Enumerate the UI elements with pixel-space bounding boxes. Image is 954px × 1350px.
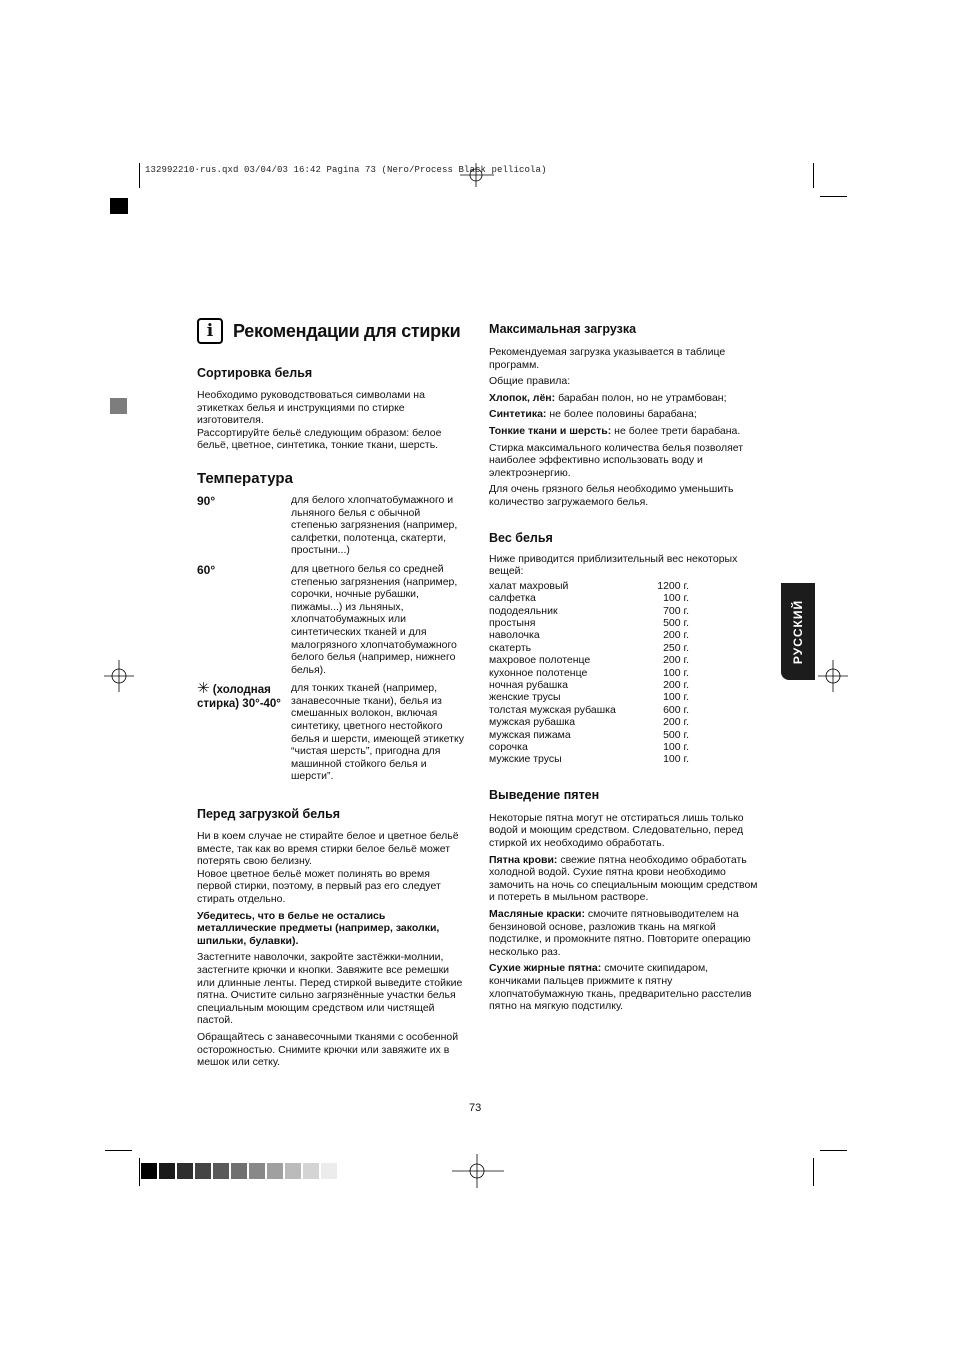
weight-row [489,654,689,666]
before-text-5: Обращайтесь с занавесочными тканями с особенной осторожностью. Снимите крючки или завяжите их в мешок или сетку. [197,1030,459,1069]
weight-item-name: простыня [489,616,536,629]
weight-row [489,642,689,654]
weight-item-value: 100 г. [663,741,689,753]
registration-mark-top [460,163,494,187]
color-swatch [159,1163,175,1179]
weight-item-value: 200 г. [663,716,689,729]
weight-item-name: сорочка [489,741,528,753]
color-swatch [285,1163,301,1179]
cotton-label: Хлопок, лён: [489,391,556,404]
language-tab-label: РУССКИЙ [791,599,805,664]
max-load-synthetic [489,408,759,421]
color-swatch [177,1163,193,1179]
weight-row [489,729,689,741]
delicate-text: не более трети барабана. [611,424,741,437]
page-title: Рекомендации для стирки [233,320,461,341]
weight-item-name: наволочка [489,629,540,642]
weight-item-name: женские трусы [489,691,561,704]
weight-item-value: 100 г. [663,691,689,704]
weight-row [489,617,689,629]
weight-item-name: мужская пижама [489,728,571,741]
weight-row [489,580,689,592]
weight-item-value: 100 г. [663,753,689,766]
before-loading-heading: Перед загрузкой белья [197,807,341,822]
weight-row [489,704,689,716]
color-swatch [303,1163,319,1179]
temp-label-90: 90° [197,493,216,508]
registration-mark-right [818,660,848,692]
temp-row-90 [197,494,467,557]
sorting-text-1: Необходимо руководствоваться символами на этикетках белья и инструкциями по стирке изготовителя. [197,389,425,427]
title-row [197,318,467,344]
stains-blood [489,854,759,904]
stains-text-1: Некоторые пятна могут не отстираться лишь только водой и моющим средством. Следовательно, перед стиркой их необходимо обработать. [489,811,744,849]
sorting-text-2: Рассортируйте бельё следующим образом: белое бельё, цветное, синтетика, тонкие ткани, шерсть. [197,426,442,452]
before-text-warning: Убедитесь, что в белье не остались металлические предметы (например, заколки, шпильки, булавки). [197,909,440,947]
weight-item-name: скатерть [489,641,532,654]
snowflake-icon: ✳ [197,680,210,698]
sorting-heading: Сортировка белья [197,366,313,380]
temperature-heading: Температура [197,469,293,487]
temp-row-cold [197,682,467,783]
stains-grease [489,962,759,1012]
weight-item-value: 1200 г. [657,579,689,592]
temp-desc-cold: для тонких тканей (например, занавесочные ткани), белья из смешанных волокон, включая синтетику, цветного нестойкого белья и шерсти, имеющей этикетку “чистая шерсть”, пригодна для машинной стойкого белья и шерсти”. [291,682,464,783]
before-text-4: Застегните наволочки, закройте застёжки-молнии, застегните крючки и кнопки. Завяжите все ремешки или длинные ленты. Перед стиркой выведите стойкие пятна. Очистите сильно загрязнённые участки белья специальным моющим средством или чистящей пастой. [197,951,463,1027]
weight-intro: Ниже приводится приблизительный вес некоторых вещей: [489,552,738,578]
temp-label-cold-2: стирка) 30°-40° [197,698,281,711]
weight-item-name: махровое полотенце [489,654,591,667]
color-swatch [141,1163,157,1179]
registration-mark-bottom [452,1154,504,1188]
color-swatch-strip [141,1163,337,1179]
synthetic-label: Синтетика: [489,408,547,421]
page-number: 73 [469,1102,482,1114]
oil-label: Масляные краски: [489,907,585,920]
grease-label: Сухие жирные пятна: [489,962,602,975]
weight-item-value: 250 г. [663,641,689,654]
max-load-text-4: Для очень грязного белья необходимо уменьшить количество загружаемого белья. [489,483,734,508]
weight-row [489,716,689,728]
oil-text: смочите пятновыводителем на бензиновой основе, разложив ткань на мягкой подстилке, и промокните пятно. Повторите операцию несколько раз. [489,907,751,958]
temp-desc-90: для белого хлопчатобумажного и льняного белья с обычной степенью загрязнения (например, салфетки, полотенца, скатерти, простыни...) [291,493,458,557]
info-icon: i [197,318,223,344]
gray-marker-square [110,398,127,414]
max-load-text-3: Стирка максимального количества белья позволяет наиболее эффективно использовать воду и электроэнергию. [489,441,744,479]
weight-item-value: 100 г. [663,666,689,679]
print-slug: 132992210·rus.qxd 03/04/03 16:42 Pagina 73 (Nero/Process Black pellicola) [145,165,547,175]
stains-heading: Выведение пятен [489,787,600,802]
color-swatch [195,1163,211,1179]
max-load-cotton [489,392,759,405]
blood-label: Пятна крови: [489,853,558,866]
registration-mark-left [104,660,134,692]
black-marker-square [110,198,128,214]
weight-item-name: кухонное полотенце [489,666,588,679]
weight-item-value: 200 г. [663,654,689,667]
color-swatch [249,1163,265,1179]
weight-row [489,667,689,679]
blood-text: свежие пятна необходимо обработать холодной водой. Сухие пятна крови необходимо замочить на ночь со специальным моющим средством и потереть в мыльном растворе. [489,853,758,904]
weight-item-name: мужская рубашка [489,716,576,729]
left-column [197,318,467,1073]
weight-row [489,741,689,753]
weight-heading: Вес белья [489,530,553,545]
weight-row [489,592,689,604]
max-load-text-1: Рекомендуемая загрузка указывается в таблице программ. [489,346,726,371]
weight-row [489,753,689,765]
weight-row [489,629,689,641]
delicate-label: Тонкие ткани и шерсть: [489,424,612,437]
color-swatch [321,1163,337,1179]
language-tab [781,583,815,680]
weight-item-value: 500 г. [663,728,689,741]
weight-item-value: 700 г. [663,604,689,617]
grease-text: смочите скипидаром, кончиками пальцев прижмите к пятну хлопчатобумажную ткань, предварительно расстелив пятно на мягкую подстилку. [489,962,752,1013]
weight-item-name: салфетка [489,592,536,605]
color-swatch [267,1163,283,1179]
color-swatch [213,1163,229,1179]
weight-row [489,679,689,691]
max-load-heading: Максимальная загрузка [489,322,637,336]
temp-label-60: 60° [197,562,216,577]
weight-row [489,691,689,703]
stains-oil [489,908,759,958]
cotton-text: барабан полон, но не утрамбован; [555,391,727,404]
weight-item-name: мужские трусы [489,753,562,766]
weight-item-name: толстая мужская рубашка [489,703,616,716]
weight-item-value: 600 г. [663,703,689,716]
color-swatch [231,1163,247,1179]
synthetic-text: не более половины барабана; [546,408,697,421]
before-text-2: Новое цветное бельё может полинять во время первой стирки, поэтому, в первый раз его следует стирать отдельно. [197,867,441,905]
weight-list [489,580,689,766]
right-column [489,322,759,1017]
max-load-text-2: Общие правила: [489,375,571,388]
weight-row [489,605,689,617]
weight-item-value: 500 г. [663,616,689,629]
temp-row-60 [197,563,467,676]
weight-item-value: 200 г. [663,629,689,642]
temp-label-cold [197,682,291,783]
max-load-delicate [489,425,759,438]
weight-item-name: пододеяльник [489,604,558,617]
temp-desc-60: для цветного белья со средней степенью загрязнения (например, сорочки, ночные рубашки, пижамы...) из льняных, хлопчатобумажных или синтетических тканей и для малогрязного хлопчатобумажного белого белья (например, нижнего белья). [291,562,458,676]
temp-label-cold-1: (холодная [212,684,271,697]
weight-item-name: халат махровый [489,579,569,592]
weight-item-value: 100 г. [663,592,689,605]
before-text-1: Ни в коем случае не стирайте белое и цветное бельё вместе, так как во время стирки белое бельё может потерять свою белизну. [197,830,459,868]
weight-item-name: ночная рубашка [489,678,568,691]
weight-item-value: 200 г. [663,678,689,691]
